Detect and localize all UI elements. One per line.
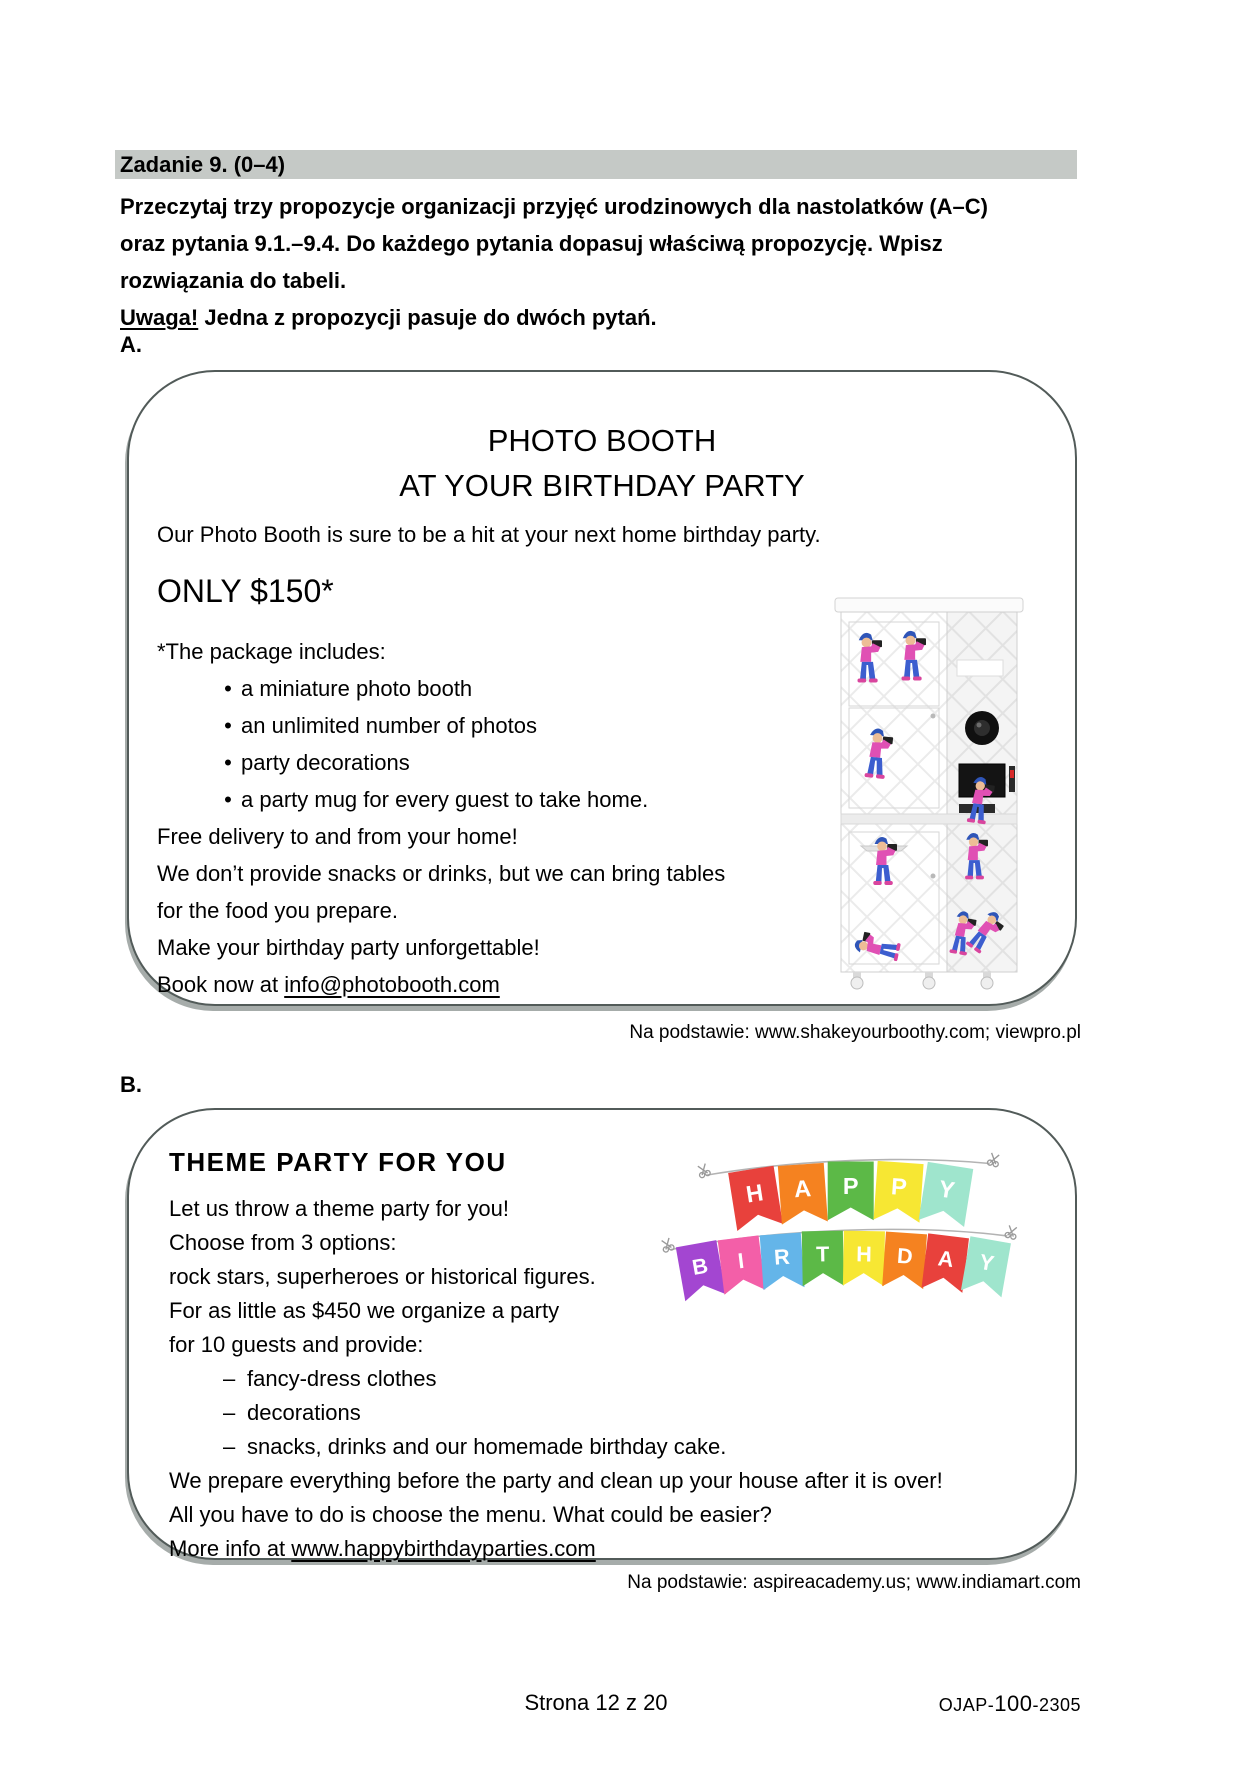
banner-flag [728, 1166, 783, 1231]
svg-text:A: A [793, 1175, 812, 1203]
offer-b-more-line [169, 1532, 1075, 1566]
banner-flag [882, 1232, 927, 1290]
offer-a-title [129, 418, 1075, 508]
svg-text:Y: Y [977, 1249, 996, 1276]
booth-lock [931, 874, 936, 879]
svg-text:Y: Y [936, 1175, 957, 1204]
banner-flag [828, 1162, 874, 1221]
offer-b-text-line: for 10 guests and provide: [169, 1332, 424, 1357]
task-header [115, 150, 1077, 179]
list-item [169, 1396, 1075, 1430]
offer-a-title-line1: PHOTO BOOTH [487, 423, 717, 458]
svg-text:I: I [736, 1248, 746, 1274]
svg-text:R: R [773, 1244, 791, 1270]
offer-a-intro: Our Photo Booth is sure to be a hit at your next home birthday party. [157, 522, 821, 547]
instruction-line: rozwiązania do tabeli. [120, 268, 347, 293]
note-label: Uwaga! [120, 305, 199, 330]
banner-flag [922, 1233, 969, 1292]
svg-text:H: H [744, 1179, 766, 1208]
offer-b-text-line: We prepare everything before the party and clean up your house after it is over! [169, 1468, 943, 1493]
instruction-line: Przeczytaj trzy propozycje organizacji przyjęć urodzinowych dla nastolatków (A–C) [120, 194, 988, 219]
booking-prefix: Book now at [157, 972, 285, 997]
bullet-icon: • [224, 713, 232, 738]
task-instructions [120, 188, 1095, 336]
offer-a-title-line2: AT YOUR BIRTHDAY PARTY [399, 468, 805, 503]
source-attribution-a: Na podstawie: www.shakeyourboothy.com; viewpro.pl [629, 1022, 1081, 1043]
booking-email-link: info@photobooth.com [284, 972, 500, 997]
list-item-text: fancy-dress clothes [247, 1366, 437, 1391]
list-item-text: snacks, drinks and our homemade birthday cake. [247, 1434, 727, 1459]
offer-a-text-line: We don’t provide snacks or drinks, but we can bring tables [157, 861, 726, 886]
offer-a-price: ONLY $150* [157, 573, 334, 609]
section-a-label: A. [120, 332, 142, 357]
banner-flag [718, 1235, 765, 1294]
booth-label-card [957, 660, 1003, 676]
exam-code [939, 1691, 1081, 1717]
bullet-icon: • [224, 676, 232, 701]
svg-text:H: H [856, 1242, 872, 1267]
offer-box-b [127, 1108, 1077, 1560]
list-item-text: decorations [247, 1400, 361, 1425]
offer-a-text-line: Make your birthday party unforgettable! [157, 935, 540, 960]
banner-flag [676, 1240, 726, 1301]
list-item-text: party decorations [241, 750, 410, 775]
bullet-icon: • [224, 750, 232, 775]
offer-b-text-line: Choose from 3 options: [169, 1230, 397, 1255]
banner-flag [778, 1163, 828, 1225]
bullet-icon: • [224, 787, 232, 812]
offer-b-text-line: All you have to do is choose the menu. What could be easier? [169, 1502, 772, 1527]
offer-box-a [127, 370, 1077, 1006]
offer-a-text-line: for the food you prepare. [157, 898, 398, 923]
photo-booth-image [833, 576, 1025, 994]
banner-flag [961, 1236, 1011, 1297]
task-header-text: Zadanie 9. (0–4) [120, 152, 286, 177]
list-item [169, 1430, 1075, 1464]
offer-a-text-line: Free delivery to and from your home! [157, 824, 518, 849]
more-info-link: www.happybirthdayparties.com [291, 1536, 596, 1561]
offer-b-text-line: rock stars, superheroes or historical figures. [169, 1264, 596, 1289]
page-number: Strona 12 z 20 [524, 1690, 668, 1715]
offer-b-text-line: Let us throw a theme party for you! [169, 1196, 509, 1221]
source-attribution-b: Na podstawie: aspireacademy.us; www.indiamart.com [627, 1572, 1081, 1593]
booth-red-button [1010, 770, 1014, 778]
list-item [169, 1362, 1075, 1396]
dash-icon: – [223, 1366, 236, 1391]
happy-birthday-banner-image [651, 1138, 1023, 1326]
exam-code-number: 100 [994, 1691, 1033, 1716]
banner-flag [760, 1233, 805, 1291]
offer-b-heading: THEME PARTY FOR YOU [169, 1147, 507, 1177]
banner-flag [919, 1162, 974, 1227]
svg-text:A: A [936, 1246, 955, 1272]
instruction-line: oraz pytania 9.1.–9.4. Do każdego pytania dopasuj właściwą propozycję. Wpisz [120, 231, 943, 256]
banner-flag [874, 1161, 924, 1223]
banner-flag [802, 1231, 844, 1287]
offer-b-text-line: For as little as $450 we organize a party [169, 1298, 560, 1323]
booth-casters [851, 972, 993, 989]
svg-text:B: B [690, 1253, 710, 1280]
svg-text:D: D [896, 1243, 914, 1269]
list-item-text: a party mug for every guest to take home. [241, 787, 649, 812]
offer-a-package-heading: *The package includes: [157, 639, 386, 664]
svg-text:P: P [890, 1173, 908, 1201]
dash-icon: – [223, 1400, 236, 1425]
section-b-label: B. [120, 1072, 142, 1097]
exam-code-prefix: OJAP- [938, 1695, 995, 1715]
banner-flag [843, 1231, 885, 1287]
dash-icon: – [223, 1434, 236, 1459]
exam-code-suffix: -2305 [1032, 1695, 1081, 1715]
svg-text:P: P [842, 1172, 859, 1199]
booth-top-cap [835, 598, 1023, 612]
note-text: Jedna z propozycji pasuje do dwóch pytań. [198, 305, 657, 330]
list-item-text: an unlimited number of photos [241, 713, 537, 738]
note-line [120, 299, 1095, 336]
booth-lock [931, 714, 936, 719]
more-info-prefix: More info at [169, 1536, 292, 1561]
list-item-text: a miniature photo booth [241, 676, 473, 701]
svg-text:T: T [815, 1242, 830, 1267]
